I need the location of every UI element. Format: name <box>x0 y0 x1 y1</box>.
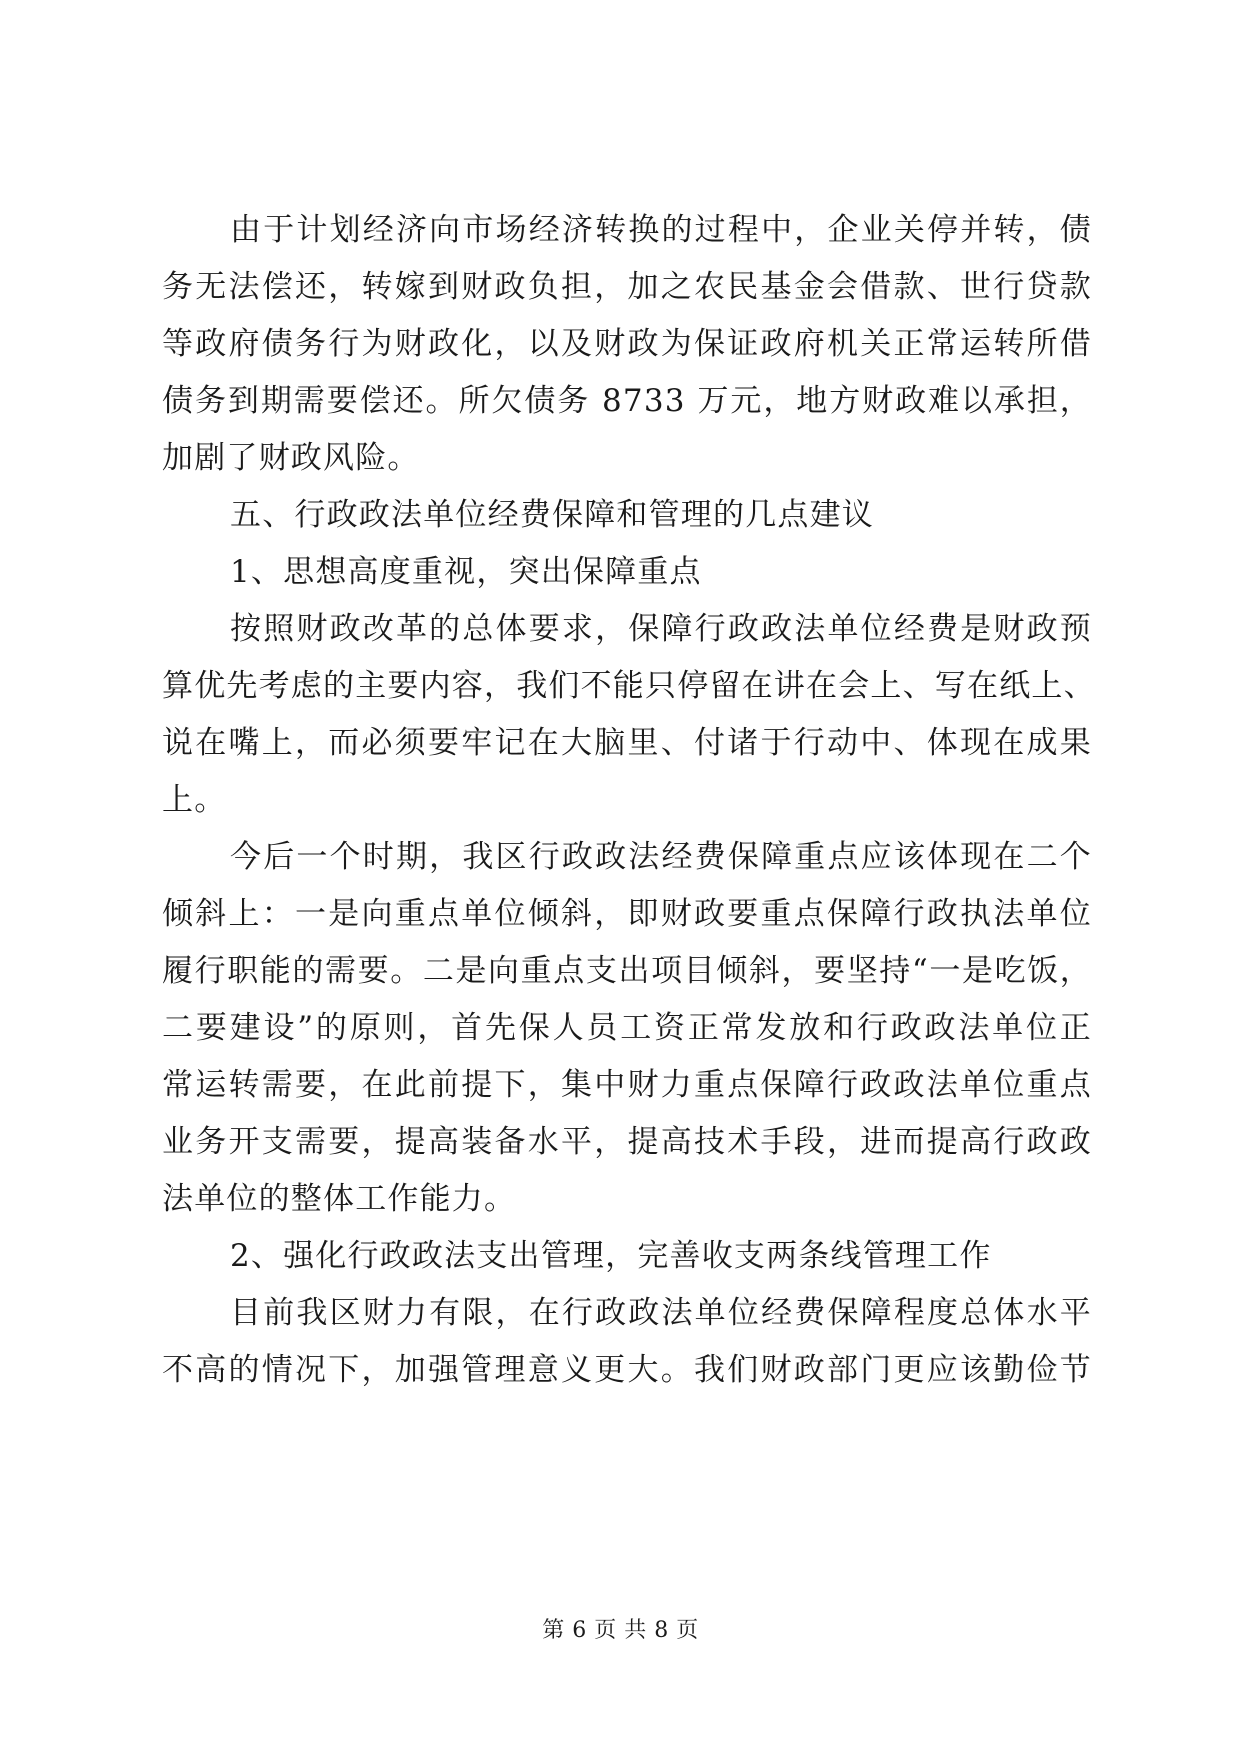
body-text-line: 目前我区财力有限，在行政政法单位经费保障程度总体水平 <box>230 1295 1092 1331</box>
body-text-line: 债务到期需要偿还。所欠债务 8733 万元，地方财政难以承担， <box>162 383 1092 419</box>
body-text-line: 上。 <box>162 782 227 818</box>
body-text-line: 履行职能的需要。二是向重点支出项目倾斜，要坚持“一是吃饭， <box>162 953 1092 989</box>
body-text-line: 二要建设”的原则，首先保人员工资正常发放和行政政法单位正 <box>162 1010 1092 1046</box>
body-text-line: 说在嘴上，而必须要牢记在大脑里、付诸于行动中、体现在成果 <box>162 725 1092 761</box>
body-text-line: 由于计划经济向市场经济转换的过程中，企业关停并转，债 <box>230 212 1092 248</box>
subsection-heading: 2、强化行政政法支出管理，完善收支两条线管理工作 <box>230 1238 992 1274</box>
body-text-line: 务无法偿还，转嫁到财政负担，加之农民基金会借款、世行贷款 <box>162 269 1092 305</box>
subsection-heading: 1、思想高度重视，突出保障重点 <box>230 554 702 590</box>
page-number-footer: 第 6 页 共 8 页 <box>542 1618 699 1643</box>
body-text-line: 算优先考虑的主要内容，我们不能只停留在讲在会上、写在纸上、 <box>162 668 1096 704</box>
body-text-line: 今后一个时期，我区行政政法经费保障重点应该体现在二个 <box>230 839 1092 875</box>
body-text-line: 业务开支需要，提高装备水平，提高技术手段，进而提高行政政 <box>162 1124 1092 1160</box>
body-text-line: 等政府债务行为财政化，以及财政为保证政府机关正常运转所借 <box>162 326 1092 362</box>
body-text-line: 法单位的整体工作能力。 <box>162 1181 517 1217</box>
body-text-line: 加剧了财政风险。 <box>162 440 420 476</box>
body-text-line: 倾斜上：一是向重点单位倾斜，即财政要重点保障行政执法单位 <box>162 896 1092 932</box>
body-text-line: 按照财政改革的总体要求，保障行政政法单位经费是财政预 <box>230 611 1092 647</box>
body-text-line: 常运转需要，在此前提下，集中财力重点保障行政政法单位重点 <box>162 1067 1092 1103</box>
section-heading: 五、行政政法单位经费保障和管理的几点建议 <box>230 497 874 533</box>
body-text-line: 不高的情况下，加强管理意义更大。我们财政部门更应该勤俭节 <box>162 1352 1092 1388</box>
